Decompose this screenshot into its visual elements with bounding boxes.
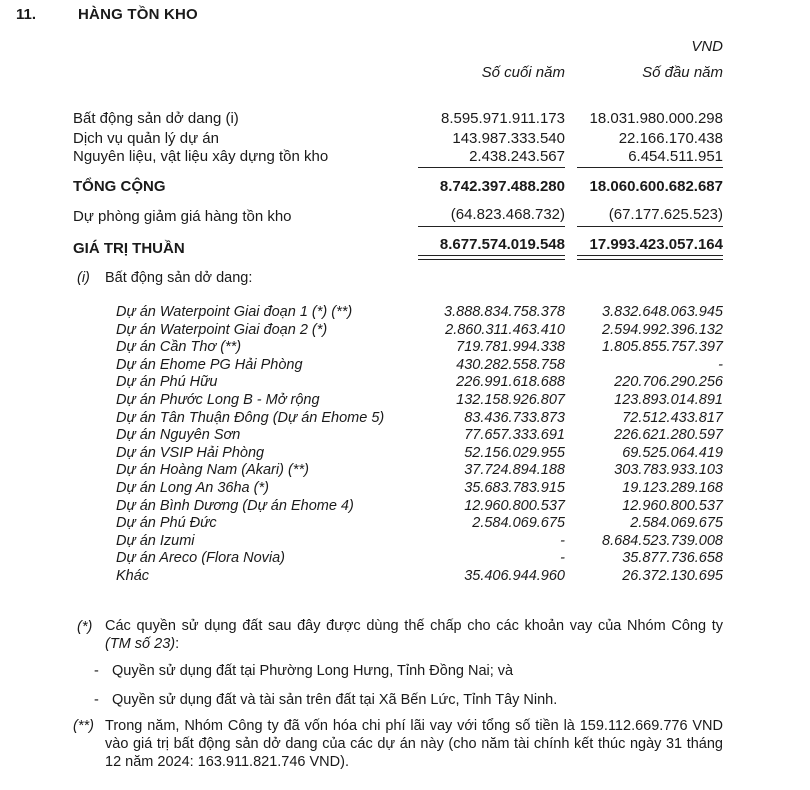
section-title: HÀNG TỒN KHO [78, 6, 198, 23]
net-value-begin: 17.993.423.057.164 [589, 236, 723, 253]
subsection-item-label: Dự án Izumi [116, 532, 195, 549]
subsection-item-value-end: 226.991.618.688 [456, 374, 565, 391]
subsection-item-value-begin: 220.706.290.256 [614, 374, 723, 391]
subsection-item-value-end: 2.584.069.675 [472, 515, 565, 532]
subsection-item-label: Dự án Cần Thơ (**) [116, 339, 242, 356]
subsection-item-value-end: 37.724.894.188 [464, 462, 565, 479]
subsection-item-value-begin: 8.684.523.739.008 [602, 532, 723, 549]
bullet-dash: - [94, 692, 99, 708]
subsection-item-label: Dự án Tân Thuận Đông (Dự án Ehome 5) [116, 409, 385, 426]
subsection-item-value-end: 35.683.783.915 [464, 480, 565, 496]
total-label: TỔNG CỘNG [73, 178, 166, 195]
subsection-item-label: Dự án Waterpoint Giai đoạn 2 (*) [116, 321, 328, 338]
subsection-item-label: Dự án Nguyên Sơn [116, 427, 241, 444]
row-value-end: 143.987.333.540 [452, 130, 565, 147]
subsection-item-label: Dự án Phước Long B - Mở rộng [116, 392, 320, 408]
subsection-item-label: Dự án Ehome PG Hải Phòng [116, 356, 303, 373]
note-double-star-marker: (**) [73, 718, 94, 734]
subsection-item-value-end: 132.158.926.807 [456, 392, 565, 408]
provision-value-begin: (67.177.625.523) [608, 206, 723, 223]
subtotal-rule-end [418, 167, 565, 168]
net-value-end: 8.677.574.019.548 [439, 236, 565, 253]
subsection-item-value-begin: 3.832.648.063.945 [602, 304, 723, 320]
subsection-item-value-begin: 1.805.855.757.397 [602, 339, 723, 356]
subtotal-rule-begin [577, 167, 723, 168]
subsection-item-label: Khác [116, 568, 150, 584]
subsection-item-value-end: 719.781.994.338 [456, 339, 565, 356]
subsection-item-label: Dự án Bình Dương (Dự án Ehome 4) [116, 497, 354, 514]
subsection-item-value-end: 3.888.834.758.378 [444, 304, 565, 320]
row-value-begin: 22.166.170.438 [618, 130, 723, 147]
subsection-item-label: Dự án Phú Hữu [116, 374, 218, 391]
provision-rule-end [418, 226, 565, 227]
subsection-item-value-begin: 26.372.130.695 [622, 568, 723, 584]
subsection-item-label: Dự án Waterpoint Giai đoạn 1 (*) (**) [116, 304, 353, 320]
subsection-item-label: Dự án VSIP Hải Phòng [116, 444, 265, 461]
note-double-star-text: Trong năm, Nhóm Công ty đã vốn hóa chi phí lãi vay với tổng số tiền là 159.112.669.776 VND vào giá trị bất động sản dở dang của các dự án này (cho năm tài chính kết thúc ngày 31 tháng 12 năm 2024: 163.911.821.746 VND). [105, 718, 723, 770]
subsection-item-value-begin: 2.584.069.675 [630, 515, 723, 532]
subsection-item-value-end: - [560, 532, 565, 549]
subsection-item-label: Dự án Long An 36ha (*) [116, 480, 269, 496]
net-label: GIÁ TRỊ THUẦN [73, 240, 185, 257]
note-star-bullet: Quyền sử dụng đất tại Phường Long Hưng, Tỉnh Đồng Nai; và [112, 663, 514, 679]
subsection-item-value-end: 430.282.558.758 [456, 356, 565, 373]
subsection-item-value-begin: 123.893.014.891 [614, 392, 723, 408]
total-value-begin: 18.060.600.682.687 [589, 178, 723, 195]
bullet-dash: - [94, 663, 99, 679]
note-star-bullet: Quyền sử dụng đất và tài sản trên đất tại Xã Bến Lức, Tỉnh Tây Ninh. [112, 692, 558, 708]
row-label: Bất động sản dở dang (i) [73, 110, 239, 127]
subsection-item-value-begin: 2.594.992.396.132 [602, 321, 723, 338]
column-header-begin: Số đầu năm [642, 64, 723, 81]
provision-label: Dự phòng giảm giá hàng tồn kho [73, 208, 292, 225]
subsection-item-label: Dự án Areco (Flora Novia) [116, 550, 286, 567]
subsection-item-value-begin: 72.512.433.817 [622, 409, 723, 426]
note-star-text [105, 617, 723, 653]
provision-value-end: (64.823.468.732) [450, 206, 565, 223]
total-value-end: 8.742.397.488.280 [439, 178, 565, 195]
row-value-end: 2.438.243.567 [469, 148, 565, 165]
subsection-item-value-end: 77.657.333.691 [464, 427, 565, 444]
note-star-body: Các quyền sử dụng đất sau đây được dùng thế chấp cho các khoản vay của Nhóm Công ty [105, 618, 723, 634]
subsection-item-value-begin: 69.525.064.419 [622, 444, 723, 461]
row-value-end: 8.595.971.911.173 [440, 110, 565, 127]
subsection-item-value-end: 2.860.311.463.410 [445, 321, 565, 338]
subsection-item-value-end: 52.156.029.955 [464, 444, 565, 461]
row-label: Nguyên liệu, vật liệu xây dựng tồn kho [73, 148, 329, 165]
subsection-item-value-begin: 303.783.933.103 [614, 462, 723, 479]
note-star-marker: (*) [77, 619, 93, 635]
subsection-item-value-begin: - [718, 356, 723, 373]
subsection-item-value-begin: 19.123.289.168 [622, 480, 723, 496]
subsection-marker: (i) [77, 270, 90, 286]
row-value-begin: 18.031.980.000.298 [589, 110, 723, 127]
subsection-item-value-end: - [560, 550, 565, 567]
currency-label: VND [691, 38, 723, 55]
subsection-item-value-begin: 226.621.280.597 [614, 427, 723, 444]
subsection-item-value-begin: 12.960.800.537 [622, 497, 723, 514]
note-star-ref: (TM số 23) [105, 636, 176, 652]
provision-rule-begin [577, 226, 723, 227]
subsection-item-value-begin: 35.877.736.658 [622, 550, 723, 567]
note-star-ref-suffix: : [175, 636, 180, 652]
subsection-item-value-end: 35.406.944.960 [464, 568, 565, 584]
row-label: Dịch vụ quản lý dự án [73, 130, 219, 147]
subsection-item-value-end: 83.436.733.873 [464, 409, 565, 426]
section-number: 11. [16, 6, 37, 23]
column-header-end: Số cuối năm [481, 64, 565, 81]
row-value-begin: 6.454.511.951 [628, 148, 723, 165]
subsection-item-label: Dự án Phú Đức [116, 515, 217, 532]
net-double-rule-end [418, 255, 565, 260]
subsection-item-value-end: 12.960.800.537 [464, 497, 565, 514]
subsection-item-label: Dự án Hoàng Nam (Akari) (**) [116, 462, 309, 479]
net-double-rule-begin [577, 255, 723, 260]
subsection-title: Bất động sản dở dang: [105, 270, 253, 286]
